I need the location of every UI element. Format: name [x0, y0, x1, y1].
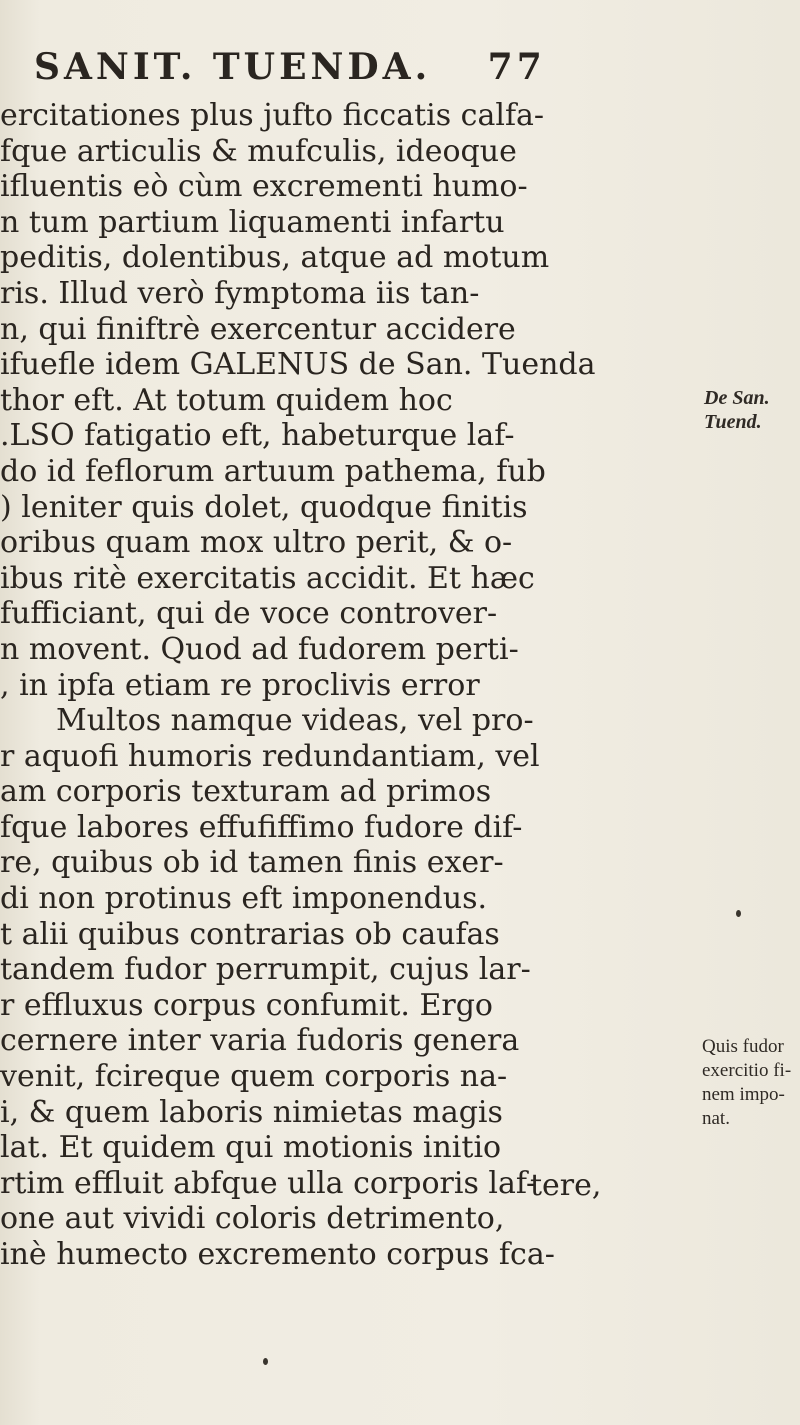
text-line: fufficiant, qui de voce controver-	[0, 596, 498, 632]
text-line: n tum partium liquamenti infartu	[0, 204, 505, 240]
text-line: oribus quam mox ultro perit, & o-	[0, 525, 513, 561]
text-line: rtim effluit abfque ulla corporis laf-	[0, 1165, 537, 1201]
text-line: thor eft. At totum quidem hoc	[0, 382, 453, 418]
margin-note-reference	[704, 386, 770, 434]
text-line: n, qui finiftrè exercentur accidere	[0, 311, 516, 347]
margin-note-line: Tuend.	[704, 411, 762, 433]
catchword: tere,	[530, 1168, 602, 1203]
text-line: fque articulis & mufculis, ideoque	[0, 133, 517, 169]
text-line: di non protinus eft imponendus.	[0, 881, 488, 917]
text-line: inè humecto excremento corpus fca-	[0, 1237, 555, 1272]
text-line: venit, fcireque quem corporis na-	[0, 1059, 508, 1095]
text-line: ) leniter quis dolet, quodque finitis	[0, 489, 528, 525]
text-line: r effluxus corpus confumit. Ergo	[0, 987, 493, 1023]
text-line: n movent. Quod ad fudorem perti-	[0, 631, 519, 667]
text-line: ifuefle idem GALENUS de San. Tuenda	[0, 347, 596, 383]
text-line: r aquofi humoris redundantiam, vel	[0, 738, 540, 774]
margin-note-line: nem impo-	[702, 1084, 785, 1105]
text-line: Multos namque videas, vel pro-	[56, 703, 534, 739]
text-line: cernere inter varia fudoris genera	[0, 1023, 520, 1059]
text-line: re, quibus ob id tamen finis exer-	[0, 845, 504, 881]
page-number: 77	[487, 46, 546, 88]
margin-note-line: Quis fudor	[702, 1036, 784, 1057]
margin-note-line: exercitio fi-	[702, 1060, 792, 1081]
text-line: ercitationes plus jufto ficcatis calfa-	[0, 98, 545, 133]
text-line: .LSO fatigatio eft, habeturque laf-	[0, 418, 515, 454]
text-line: peditis, dolentibus, atque ad motum	[0, 240, 550, 276]
text-line: t alii quibus contrarias ob caufas	[0, 916, 500, 952]
text-line: i, & quem laboris nimietas magis	[0, 1094, 503, 1130]
ink-speck	[263, 1358, 268, 1365]
ink-speck	[736, 910, 741, 917]
margin-note-sweat	[702, 1035, 791, 1131]
text-line: one aut vividi coloris detrimento,	[0, 1201, 505, 1237]
text-line: ifluentis eò cùm excrementi humo-	[0, 169, 528, 205]
body-text	[0, 98, 690, 1273]
running-header	[34, 46, 546, 88]
text-line: fque labores effufiffimo fudore dif-	[0, 809, 523, 845]
text-line: ibus ritè exercitatis accidit. Et hæc	[0, 560, 535, 596]
text-line: lat. Et quidem qui motionis initio	[0, 1130, 502, 1166]
margin-note-line: De San.	[704, 387, 770, 409]
text-line: am corporis texturam ad primos	[0, 774, 492, 810]
margin-note-line: nat.	[702, 1108, 730, 1129]
text-line: do id feflorum artuum pathema, fub	[0, 453, 546, 489]
text-line: ris. Illud verò fymptoma iis tan-	[0, 275, 480, 311]
running-title: SANIT. TUENDA.	[34, 46, 432, 88]
text-line: tandem fudor perrumpit, cujus lar-	[0, 952, 531, 988]
text-line: , in ipfa etiam re proclivis error	[0, 667, 480, 703]
